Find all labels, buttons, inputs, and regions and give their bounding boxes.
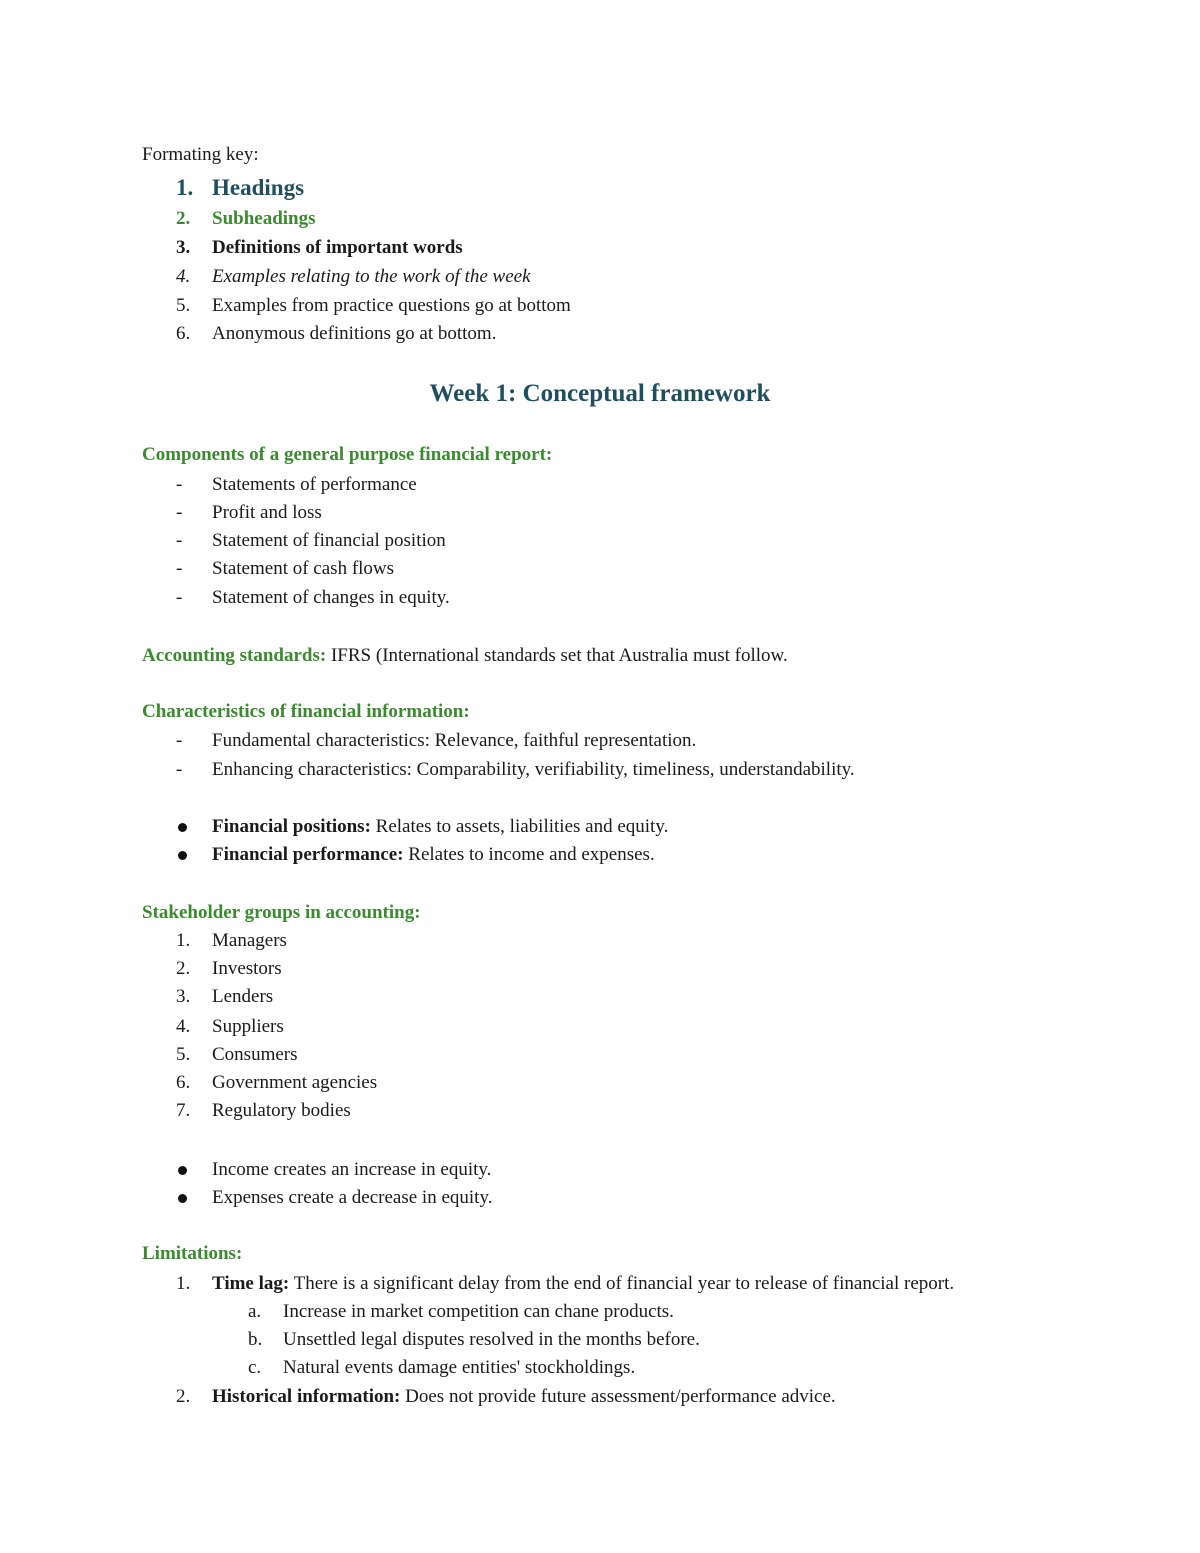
definition-term: Financial positions: — [212, 816, 371, 837]
limitation-text: There is a significant delay from the end of financial year to release of financial report. — [289, 1273, 955, 1294]
limitation-term: Time lag: — [212, 1273, 290, 1294]
limitation-sub-item: Increase in market competition can chane products. — [283, 1301, 674, 1322]
limitation-item — [212, 1272, 954, 1296]
bullet-icon — [178, 823, 187, 832]
stakeholders-heading: Stakeholder groups in accounting: — [142, 902, 421, 923]
definition-text: Relates to income and expenses. — [403, 844, 655, 865]
list-number: 1. — [176, 930, 191, 951]
key-num-1: 1. — [176, 175, 194, 200]
key-item-headings: Headings — [212, 175, 305, 200]
component-item: Statement of changes in equity. — [212, 587, 450, 608]
key-num-4: 4. — [176, 266, 191, 287]
limitation-sub-item: Unsettled legal disputes resolved in the months before. — [283, 1329, 700, 1350]
equity-note: Income creates an increase in equity. — [212, 1159, 492, 1180]
stakeholder-item: Government agencies — [212, 1072, 378, 1093]
key-item-examples-practice: Examples from practice questions go at bottom — [212, 295, 571, 316]
definition-term: Financial performance: — [212, 844, 404, 865]
limitation-item — [212, 1385, 836, 1409]
component-item: Profit and loss — [212, 502, 322, 523]
stakeholder-item: Lenders — [212, 986, 274, 1007]
definition-text: Relates to assets, liabilities and equity. — [370, 816, 669, 837]
dash-marker: - — [176, 587, 183, 608]
component-item: Statement of cash flows — [212, 558, 395, 579]
dash-marker: - — [176, 558, 183, 579]
key-item-definitions: Definitions of important words — [212, 237, 463, 258]
list-number: 4. — [176, 1016, 191, 1037]
dash-marker: - — [176, 474, 183, 495]
components-heading: Components of a general purpose financial report: — [142, 444, 553, 465]
list-number: 7. — [176, 1100, 191, 1121]
limitation-text: Does not provide future assessment/performance advice. — [400, 1386, 836, 1407]
standards-heading: Accounting standards: — [142, 645, 327, 666]
stakeholder-item: Suppliers — [212, 1016, 284, 1037]
bullet-icon — [178, 1194, 187, 1203]
component-item: Statements of performance — [212, 474, 417, 495]
key-num-3: 3. — [176, 237, 191, 258]
key-num-5: 5. — [176, 295, 191, 316]
limitation-sub-item: Natural events damage entities' stockholdings. — [283, 1357, 636, 1378]
standards-text: IFRS (International standards set that Australia must follow. — [326, 645, 788, 666]
limitations-heading: Limitations: — [142, 1243, 243, 1264]
week-title: Week 1: Conceptual framework — [429, 380, 771, 407]
list-number: 3. — [176, 986, 191, 1007]
formatting-key-title: Formating key: — [142, 144, 259, 165]
key-item-anonymous: Anonymous definitions go at bottom. — [212, 323, 497, 344]
list-number: 2. — [176, 958, 191, 979]
key-num-6: 6. — [176, 323, 191, 344]
sub-letter: c. — [248, 1357, 262, 1378]
sub-letter: a. — [248, 1301, 262, 1322]
dash-marker: - — [176, 502, 183, 523]
key-num-2: 2. — [176, 208, 191, 229]
key-item-examples-week: Examples relating to the work of the week — [212, 266, 531, 287]
sub-letter: b. — [248, 1329, 263, 1350]
dash-marker: - — [176, 530, 183, 551]
component-item: Statement of financial position — [212, 530, 446, 551]
characteristic-item: Enhancing characteristics: Comparability, verifiability, timeliness, understandability. — [212, 759, 855, 780]
list-number: 1. — [176, 1273, 191, 1294]
stakeholder-item: Consumers — [212, 1044, 298, 1065]
bullet-icon — [178, 1166, 187, 1175]
characteristics-heading: Characteristics of financial information: — [142, 701, 470, 722]
dash-marker: - — [176, 759, 183, 780]
equity-note: Expenses create a decrease in equity. — [212, 1187, 493, 1208]
stakeholder-item: Regulatory bodies — [212, 1100, 351, 1121]
list-number: 5. — [176, 1044, 191, 1065]
dash-marker: - — [176, 730, 183, 751]
limitation-term: Historical information: — [212, 1386, 401, 1407]
key-item-subheadings: Subheadings — [212, 208, 316, 229]
definition-line — [212, 843, 655, 867]
stakeholder-item: Investors — [212, 958, 282, 979]
list-number: 2. — [176, 1386, 191, 1407]
list-number: 6. — [176, 1072, 191, 1093]
characteristic-item: Fundamental characteristics: Relevance, faithful representation. — [212, 730, 697, 751]
standards-line — [142, 644, 788, 668]
definition-line — [212, 815, 668, 839]
bullet-icon — [178, 851, 187, 860]
stakeholder-item: Managers — [212, 930, 287, 951]
